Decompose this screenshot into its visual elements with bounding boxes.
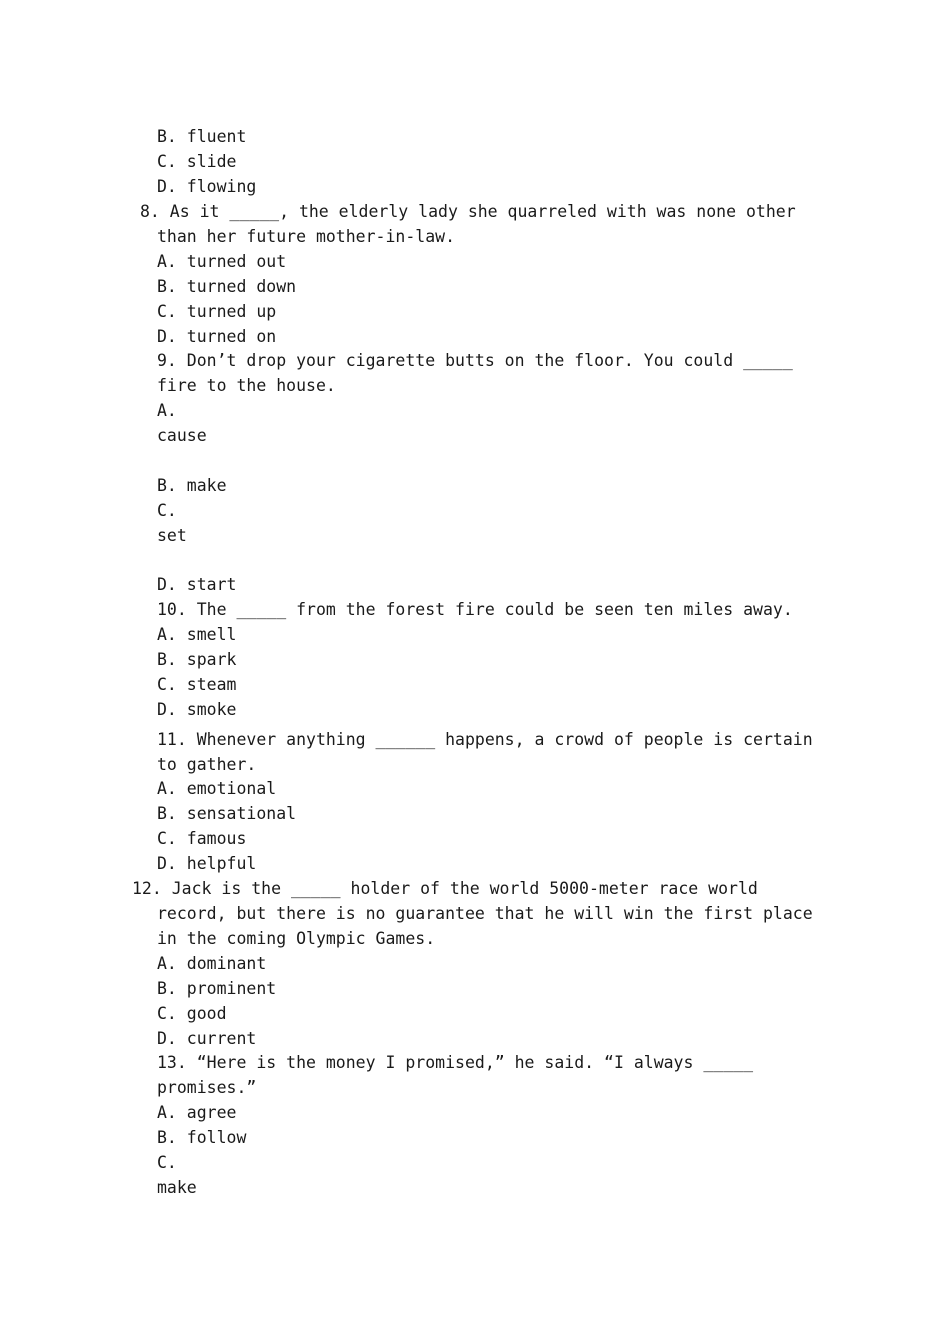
option-line: make bbox=[157, 1178, 197, 1197]
option-line: D. smoke bbox=[157, 700, 237, 719]
option-line: A. turned out bbox=[157, 252, 287, 271]
option-line: D. flowing bbox=[157, 177, 257, 196]
option-line: D. helpful bbox=[157, 854, 257, 873]
option-line: B. spark bbox=[157, 650, 237, 669]
question-line: 11. Whenever anything ______ happens, a crowd of people is certain bbox=[157, 730, 813, 749]
option-line: D. start bbox=[157, 575, 237, 594]
option-line: B. prominent bbox=[157, 979, 277, 998]
option-line: C. slide bbox=[157, 152, 237, 171]
question-line: fire to the house. bbox=[157, 376, 336, 395]
question-line: record, but there is no guarantee that he will win the first place bbox=[157, 904, 813, 923]
option-line: C. turned up bbox=[157, 302, 277, 321]
option-line: B. follow bbox=[157, 1128, 247, 1147]
option-line: cause bbox=[157, 426, 207, 445]
question-line: 10. The _____ from the forest fire could be seen ten miles away. bbox=[157, 600, 793, 619]
question-line: to gather. bbox=[157, 755, 257, 774]
question-line: 12. Jack is the _____ holder of the world 5000-meter race world bbox=[132, 879, 758, 898]
option-line: D. turned on bbox=[157, 327, 277, 346]
option-line: C. bbox=[157, 501, 177, 520]
question-line: 13. “Here is the money I promised,” he said. “I always _____ bbox=[157, 1053, 754, 1072]
option-line: A. dominant bbox=[157, 954, 267, 973]
option-line: C. famous bbox=[157, 829, 247, 848]
option-line: C. steam bbox=[157, 675, 237, 694]
question-line: promises.” bbox=[157, 1078, 257, 1097]
question-line: 8. As it _____, the elderly lady she quarreled with was none other bbox=[140, 202, 796, 221]
option-line: C. bbox=[157, 1153, 177, 1172]
option-line: C. good bbox=[157, 1004, 227, 1023]
question-line: 9. Don’t drop your cigarette butts on the floor. You could _____ bbox=[157, 351, 793, 370]
option-line: B. fluent bbox=[157, 127, 247, 146]
question-line: in the coming Olympic Games. bbox=[157, 929, 436, 948]
option-line: A. emotional bbox=[157, 779, 277, 798]
option-line: A. bbox=[157, 401, 177, 420]
option-line: B. make bbox=[157, 476, 227, 495]
option-line: A. smell bbox=[157, 625, 237, 644]
question-line: than her future mother-in-law. bbox=[157, 227, 456, 246]
option-line: B. sensational bbox=[157, 804, 297, 823]
option-line: B. turned down bbox=[157, 277, 297, 296]
option-line: D. current bbox=[157, 1029, 257, 1048]
option-line: set bbox=[157, 526, 187, 545]
option-line: A. agree bbox=[157, 1103, 237, 1122]
